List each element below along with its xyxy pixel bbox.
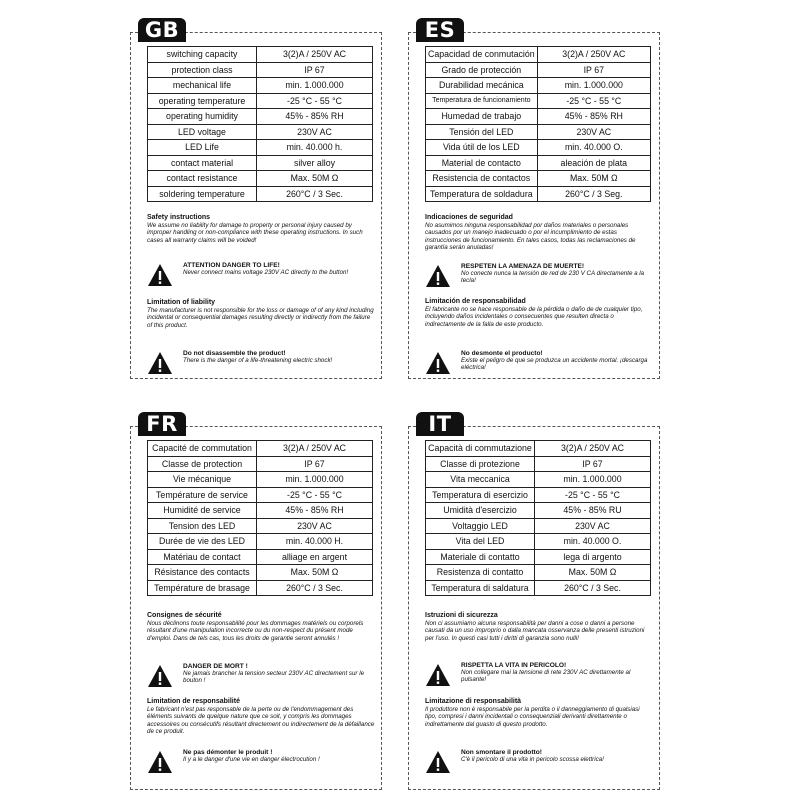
spec-row: [148, 171, 373, 187]
warning-title: DANGER DE MORT !: [183, 663, 248, 670]
spec-label: Vie mécanique: [148, 472, 257, 488]
spec-label: Capacité de commutation: [148, 441, 257, 457]
spec-row: [148, 78, 373, 94]
spec-value: 45% - 85% RU: [535, 503, 651, 519]
warning-disassemble-es: [425, 350, 653, 382]
spec-value: 230V AC: [257, 124, 373, 140]
spec-label: LED Life: [148, 140, 257, 156]
safety-section-fr: [147, 611, 375, 642]
safety-body: Non ci assumiamo alcuna responsabilità per danni a cose o danni a persone causati da un uso improprio o dalla mancata osservanza delle presenti istruzioni per l'uso. In questi casi tutti i diritti di garanzia sono nulli!: [425, 620, 645, 642]
spec-row: [148, 456, 373, 472]
spec-table-fr: [147, 440, 373, 596]
spec-row: [426, 580, 651, 596]
warning-triangle-icon: [425, 264, 451, 288]
liability-title: Limitazione di responsabilità: [425, 698, 522, 705]
spec-value: min. 1.000.000: [257, 78, 373, 94]
spec-label: Humedad de trabajo: [426, 109, 538, 125]
spec-label: Durabilidad mecánica: [426, 78, 538, 94]
spec-row: [426, 140, 651, 156]
warning-title: No desmonte el producto!: [461, 350, 543, 357]
spec-value: min. 40.000 O.: [537, 140, 650, 156]
spec-label: contact material: [148, 155, 257, 171]
liability-section-it: [425, 697, 653, 728]
warning-triangle-icon: [147, 263, 173, 287]
spec-value: IP 67: [535, 456, 651, 472]
spec-label: Matériau de contact: [148, 549, 257, 565]
spec-row: [148, 109, 373, 125]
spec-label: Resistenza di contatto: [426, 565, 535, 581]
warning-title: ATTENTION DANGER TO LIFE!: [183, 262, 280, 269]
warning-triangle-icon: [147, 351, 173, 375]
spec-label: Temperatura de funcionamiento: [426, 93, 538, 109]
liability-body: Le fabricant n'est pas responsable de la perte ou de l'endommagement des éléments suivants de quelque nature que ce soit, y compris les dommages accessoires ou consécutifs résultant directement ou indirectement de la défaillance de ce produit.: [147, 706, 375, 735]
spec-row: [426, 78, 651, 94]
spec-table-it: [425, 440, 651, 596]
spec-label: Temperatura di saldatura: [426, 580, 535, 596]
spec-value: 45% - 85% RH: [537, 109, 650, 125]
warning-body: No conecte nunca la tensión de red de 230 V CA directamente a la tecla!: [461, 270, 645, 285]
spec-label: Résistance des contacts: [148, 565, 257, 581]
warning-disassemble-it: [425, 749, 653, 781]
liability-body: The manufacturer is not responsible for the loss or damage of of any kind including incidental or consequential damages resulting directly or indirectly from the failure of this product.: [147, 307, 374, 329]
warning-triangle-icon: [425, 750, 451, 774]
spec-label: Humidité de service: [148, 503, 257, 519]
panel-it: [408, 412, 660, 790]
spec-value: 45% - 85% RH: [257, 109, 373, 125]
warning-body: There is the danger of a life-threatening electric shock!: [183, 357, 333, 365]
safety-body: We assume no liability for damage to property or personal injury caused by improper handling or non-compliance with these operating instructions. In such cases all warranty claims will be voided!: [147, 222, 363, 244]
warning-body: Ne jamais brancher la tension secteur 230V AC directement sur le bouton !: [183, 670, 365, 685]
language-tab-it: IT: [416, 412, 464, 436]
spec-row: [148, 518, 373, 534]
spec-table-es: [425, 46, 651, 202]
spec-row: [426, 171, 651, 187]
spec-label: Classe de protection: [148, 456, 257, 472]
spec-value: min. 40.000 h.: [257, 140, 373, 156]
safety-title: Istruzioni di sicurezza: [425, 612, 498, 619]
warning-title: Do not disassemble the product!: [183, 350, 286, 357]
spec-row: [426, 93, 651, 109]
liability-section-es: [425, 297, 653, 328]
spec-value: 230V AC: [537, 124, 650, 140]
spec-value: IP 67: [257, 456, 373, 472]
warning-triangle-icon: [147, 750, 173, 774]
spec-value: min. 1.000.000: [537, 78, 650, 94]
spec-label: Voltaggio LED: [426, 518, 535, 534]
spec-row: [426, 534, 651, 550]
liability-title: Limitation de responsabilité: [147, 698, 240, 705]
spec-label: Vita meccanica: [426, 472, 535, 488]
spec-value: 3(2)A / 250V AC: [537, 47, 650, 63]
warning-danger-it: [425, 662, 653, 694]
spec-value: 3(2)A / 250V AC: [257, 47, 373, 63]
spec-row: [426, 47, 651, 63]
safety-title: Consignes de sécurité: [147, 612, 222, 619]
spec-value: -25 °C - 55 °C: [257, 487, 373, 503]
spec-label: Durée de vie des LED: [148, 534, 257, 550]
spec-value: IP 67: [257, 62, 373, 78]
spec-value: alliage en argent: [257, 549, 373, 565]
spec-row: [148, 580, 373, 596]
spec-value: aleación de plata: [537, 155, 650, 171]
spec-row: [148, 62, 373, 78]
spec-value: min. 40.000 H.: [257, 534, 373, 550]
spec-label: switching capacity: [148, 47, 257, 63]
panel-es: [408, 18, 660, 379]
spec-value: 45% - 85% RH: [257, 503, 373, 519]
spec-row: [426, 109, 651, 125]
warning-triangle-icon: [425, 663, 451, 687]
spec-row: [426, 456, 651, 472]
language-tab-fr: FR: [138, 412, 186, 436]
spec-label: Capacidad de conmutación: [426, 47, 538, 63]
liability-body: Il produttore non è responsabile per la perdita o il danneggiamento di qualsiasi tipo, compresi i danni incidentali o consequenziali derivanti direttamente o indirettamente dal guasto di questo prodotto.: [425, 706, 640, 728]
spec-label: mechanical life: [148, 78, 257, 94]
spec-label: Materiale di contatto: [426, 549, 535, 565]
spec-label: Capacità di commutazione: [426, 441, 535, 457]
spec-label: Vita del LED: [426, 534, 535, 550]
spec-value: 260°C / 3 Seg.: [537, 186, 650, 202]
warning-danger-fr: [147, 663, 375, 695]
spec-row: [426, 472, 651, 488]
liability-body: El fabricante no se hace responsable de la pérdida o daño de de cualquier tipo, incluyendo daños incidentales o consecuentes que resulten directa o indirectamente de la falla de este producto.: [425, 306, 643, 328]
warning-title: RESPETEN LA AMENAZA DE MUERTE!: [461, 263, 585, 270]
spec-row: [148, 549, 373, 565]
spec-row: [148, 472, 373, 488]
safety-title: Safety instructions: [147, 214, 211, 221]
spec-row: [426, 62, 651, 78]
spec-value: IP 67: [537, 62, 650, 78]
spec-row: [426, 487, 651, 503]
spec-label: protection class: [148, 62, 257, 78]
warning-triangle-icon: [147, 664, 173, 688]
spec-row: [426, 441, 651, 457]
spec-value: 230V AC: [535, 518, 651, 534]
warning-title: Non smontare il prodotto!: [461, 749, 542, 756]
liability-title: Limitación de responsabilidad: [425, 298, 526, 305]
spec-row: [148, 155, 373, 171]
spec-label: Resistencia de contactos: [426, 171, 538, 187]
spec-row: [426, 186, 651, 202]
spec-row: [148, 534, 373, 550]
spec-row: [148, 140, 373, 156]
safety-section-es: [425, 213, 653, 251]
spec-label: Temperatura de soldadura: [426, 186, 538, 202]
warning-danger-es: [425, 263, 653, 295]
safety-section-it: [425, 611, 653, 642]
spec-label: Tensión del LED: [426, 124, 538, 140]
spec-label: LED voltage: [148, 124, 257, 140]
spec-row: [426, 549, 651, 565]
spec-label: Temperatura di esercizio: [426, 487, 535, 503]
spec-value: Max. 50M Ω: [537, 171, 650, 187]
spec-row: [148, 186, 373, 202]
spec-row: [148, 565, 373, 581]
spec-label: Umidità d'esercizio: [426, 503, 535, 519]
language-tab-gb: GB: [138, 18, 186, 42]
spec-value: silver alloy: [257, 155, 373, 171]
spec-label: Classe di protezione: [426, 456, 535, 472]
panel-fr: [130, 412, 382, 790]
liability-section-gb: [147, 298, 375, 329]
warning-triangle-icon: [425, 351, 451, 375]
spec-row: [426, 124, 651, 140]
spec-label: Température de service: [148, 487, 257, 503]
spec-value: 260°C / 3 Sec.: [535, 580, 651, 596]
spec-row: [426, 503, 651, 519]
spec-row: [148, 124, 373, 140]
warning-body: Il y a le danger d'une vie en danger électrocution !: [183, 756, 320, 764]
safety-body: No asumimos ninguna responsabilidad por daños materiales o personales causados por un manejo inadecuado o por el incumplimiento de estas instrucciones de funcionamiento. En tales casos, todas las reclamaciones de garantía serán anuladas!: [425, 222, 636, 251]
spec-label: soldering temperature: [148, 186, 257, 202]
spec-label: Material de contacto: [426, 155, 538, 171]
spec-value: -25 °C - 55 °C: [257, 93, 373, 109]
spec-row: [426, 518, 651, 534]
language-tab-es: ES: [416, 18, 464, 42]
spec-label: contact resistance: [148, 171, 257, 187]
spec-label: Température de brasage: [148, 580, 257, 596]
spec-value: 230V AC: [257, 518, 373, 534]
spec-row: [148, 441, 373, 457]
spec-value: Max. 50M Ω: [535, 565, 651, 581]
warning-danger-gb: [147, 262, 375, 294]
spec-value: lega di argento: [535, 549, 651, 565]
safety-section-gb: [147, 213, 375, 244]
warning-title: Ne pas démonter le produit !: [183, 749, 273, 756]
spec-row: [426, 155, 651, 171]
liability-section-fr: [147, 697, 375, 735]
safety-body: Nous déclinons toute responsabilité pour les dommages matériels ou corporels résultant d'une manipulation incorrecte ou du non-respect du présent mode d'emploi. Dans de tels cas, tous les droits de garantie seront annulés !: [147, 620, 364, 642]
warning-body: Non collegare mai la tensione di rete 230V AC direttamente al pulsante!: [461, 669, 631, 684]
spec-table-gb: [147, 46, 373, 202]
spec-row: [148, 93, 373, 109]
spec-label: operating temperature: [148, 93, 257, 109]
warning-title: RISPETTA LA VITA IN PERICOLO!: [461, 662, 567, 669]
spec-value: 3(2)A / 250V AC: [535, 441, 651, 457]
spec-value: 260°C / 3 Sec.: [257, 580, 373, 596]
spec-value: 3(2)A / 250V AC: [257, 441, 373, 457]
warning-body: Never connect mains voltage 230V AC directly to the button!: [183, 269, 349, 277]
spec-row: [148, 487, 373, 503]
liability-title: Limitation of liability: [147, 299, 216, 306]
spec-value: Max. 50M Ω: [257, 565, 373, 581]
spec-value: min. 40.000 O.: [535, 534, 651, 550]
spec-label: Grado de protección: [426, 62, 538, 78]
safety-title: Indicaciones de seguridad: [425, 214, 513, 221]
spec-value: 260°C / 3 Sec.: [257, 186, 373, 202]
warning-body: Existe el peligro de que se produzca un accidente mortal. ¡descarga eléctrica!: [461, 357, 648, 372]
warning-disassemble-fr: [147, 749, 375, 781]
panel-gb: [130, 18, 382, 379]
spec-row: [148, 503, 373, 519]
spec-value: -25 °C - 55 °C: [537, 93, 650, 109]
spec-value: Max. 50M Ω: [257, 171, 373, 187]
spec-label: Vida útil de los LED: [426, 140, 538, 156]
spec-value: -25 °C - 55 °C: [535, 487, 651, 503]
spec-row: [148, 47, 373, 63]
spec-value: min. 1.000.000: [257, 472, 373, 488]
spec-value: min. 1.000.000: [535, 472, 651, 488]
spec-label: operating humidity: [148, 109, 257, 125]
spec-label: Tension des LED: [148, 518, 257, 534]
spec-row: [426, 565, 651, 581]
warning-body: C'è il pericolo di una vita in pericolo scossa elettrica!: [461, 756, 604, 764]
warning-disassemble-gb: [147, 350, 375, 382]
